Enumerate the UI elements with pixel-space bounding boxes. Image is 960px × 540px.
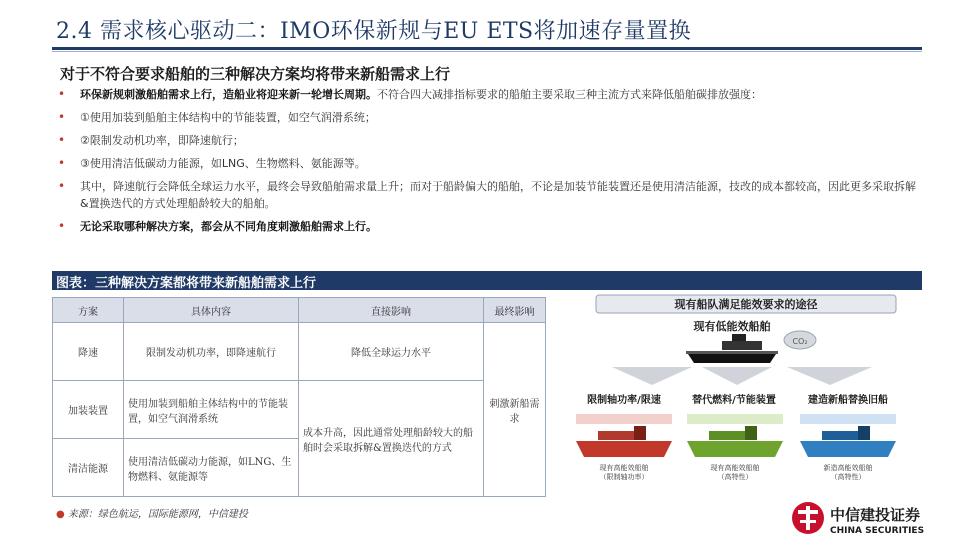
glow-band: [687, 414, 783, 424]
bullet-dot-icon: •: [58, 110, 66, 124]
table-header-row: [53, 298, 546, 323]
source-dot-icon: ●: [56, 509, 68, 520]
bullet-dot-icon: •: [58, 133, 66, 147]
bullet-list: [54, 86, 922, 241]
table-cell-scheme: 清洁能源: [53, 439, 124, 497]
arrow-down-icon: [702, 367, 772, 385]
bullet-text: ②限制发动机功率，即降速航行；: [80, 134, 244, 147]
bullet-dot-icon: •: [58, 87, 66, 101]
glow-band: [800, 414, 896, 424]
ship-caption: 现有高能效船舶: [710, 464, 760, 472]
option-label-newbuild: 建造新船替换旧船: [808, 395, 888, 406]
section-subtitle: 对于不符合要求船舶的三种解决方案均将带来新船需求上行: [60, 65, 451, 83]
logo-cn-text: 中信建投证券: [830, 506, 921, 524]
low-efficiency-ship-icon: [686, 334, 778, 363]
pathways-illustration: [572, 293, 920, 491]
option-label-speed: 限制轴功率/限速: [587, 395, 661, 406]
bullet-text: 其中，降速航行会降低全球运力水平，最终会导致船舶需求量上升；而对于船龄偏大的船舶，不论是加装节能装置还是使用清洁能源，技改的成本都较高，因此更多采取拆解&置换迭代的方式处理船龄较大的船舶。: [80, 180, 916, 210]
source-text: 来源：绿色航运，国际能源网，中信建投: [67, 509, 248, 520]
table-header-cell: 最终影响: [484, 298, 546, 323]
figure-title: 图表：三种解决方案都将带来新船舶需求上行: [56, 276, 317, 291]
glow-band: [576, 414, 672, 424]
table-row: [53, 323, 546, 381]
bullet-text: 不符合四大减排指标要求的船舶主要采取三种主流方式来降低船舶碳排放强度：: [377, 88, 762, 101]
arrow-down-icon: [787, 367, 872, 385]
ship-green-icon: [687, 426, 783, 457]
arrow-down-icon: [612, 367, 692, 385]
bullet-item: [54, 86, 922, 103]
source-note: [56, 505, 248, 520]
ship-caption: 新造高能效船舶: [823, 464, 873, 472]
ship-red-icon: [576, 426, 672, 457]
table-row: [53, 381, 546, 439]
page-title: 2.4 需求核心驱动二：IMO环保新规与EU ETS将加速存量置换: [56, 19, 692, 44]
bullet-item: [54, 109, 922, 126]
solutions-table: [52, 297, 546, 497]
ship-blue-icon: [800, 426, 896, 457]
bullet-dot-icon: •: [58, 156, 66, 170]
top-ship-label: 现有低能效船舶: [693, 320, 771, 333]
ship-caption: （高特性）: [717, 473, 753, 481]
table-header-cell: 方案: [53, 298, 124, 323]
bullet-bold-text: 无论采取哪种解决方案，都会从不同角度刺激船舶需求上行。: [80, 220, 377, 233]
table-header-cell: 直接影响: [299, 298, 484, 323]
bullet-item: [54, 155, 922, 172]
option-label-fuel: 替代燃料/节能装置: [692, 395, 776, 406]
table-cell-final: 刺激新船需求: [484, 323, 546, 497]
bullet-bold-text: 环保新规刺激船舶需求上行，造船业将迎来新一轮增长周期。: [80, 88, 377, 101]
co2-label: CO₂: [792, 337, 808, 346]
logo-en-text: CHINA SECURITIES: [830, 526, 925, 536]
table-cell-direct-shared: 成本升高，因此通常处理船龄较大的船舶时会采取拆解&置换迭代的方式: [299, 381, 484, 497]
table-cell-scheme: 加装装置: [53, 381, 124, 439]
bullet-dot-icon: •: [58, 179, 66, 193]
table-cell-content: 使用加装到船舶主体结构中的节能装置，如空气润滑系统: [124, 381, 299, 439]
title-divider: [52, 47, 922, 50]
co2-cloud-icon: [784, 331, 816, 349]
table-cell-content: 使用清洁低碳动力能源，如LNG、生物燃料、氨能源等: [124, 439, 299, 497]
bullet-text: ①使用加装到船舶主体结构中的节能装置，如空气润滑系统；: [80, 111, 376, 124]
title-divider-thin: [52, 51, 922, 52]
bullet-dot-icon: •: [58, 219, 66, 233]
ship-caption: 现有高能效船舶: [599, 464, 649, 472]
bullet-text: ③使用清洁低碳动力能源，如LNG、生物燃料、氨能源等。: [80, 157, 366, 170]
company-logo: [790, 498, 950, 538]
table-cell-direct: 降低全球运力水平: [299, 323, 484, 381]
table-cell-content: 限制发动机功率，即降速航行: [124, 323, 299, 381]
bullet-item: [54, 132, 922, 149]
ship-caption: （限制轴功率）: [599, 473, 649, 481]
table-header-cell: 具体内容: [124, 298, 299, 323]
ship-caption: （高特性）: [830, 473, 866, 481]
illustration-header: 现有船队满足能效要求的途径: [674, 298, 818, 311]
bullet-item: [54, 218, 922, 235]
bullet-item: [54, 178, 922, 212]
table-cell-scheme: 降速: [53, 323, 124, 381]
